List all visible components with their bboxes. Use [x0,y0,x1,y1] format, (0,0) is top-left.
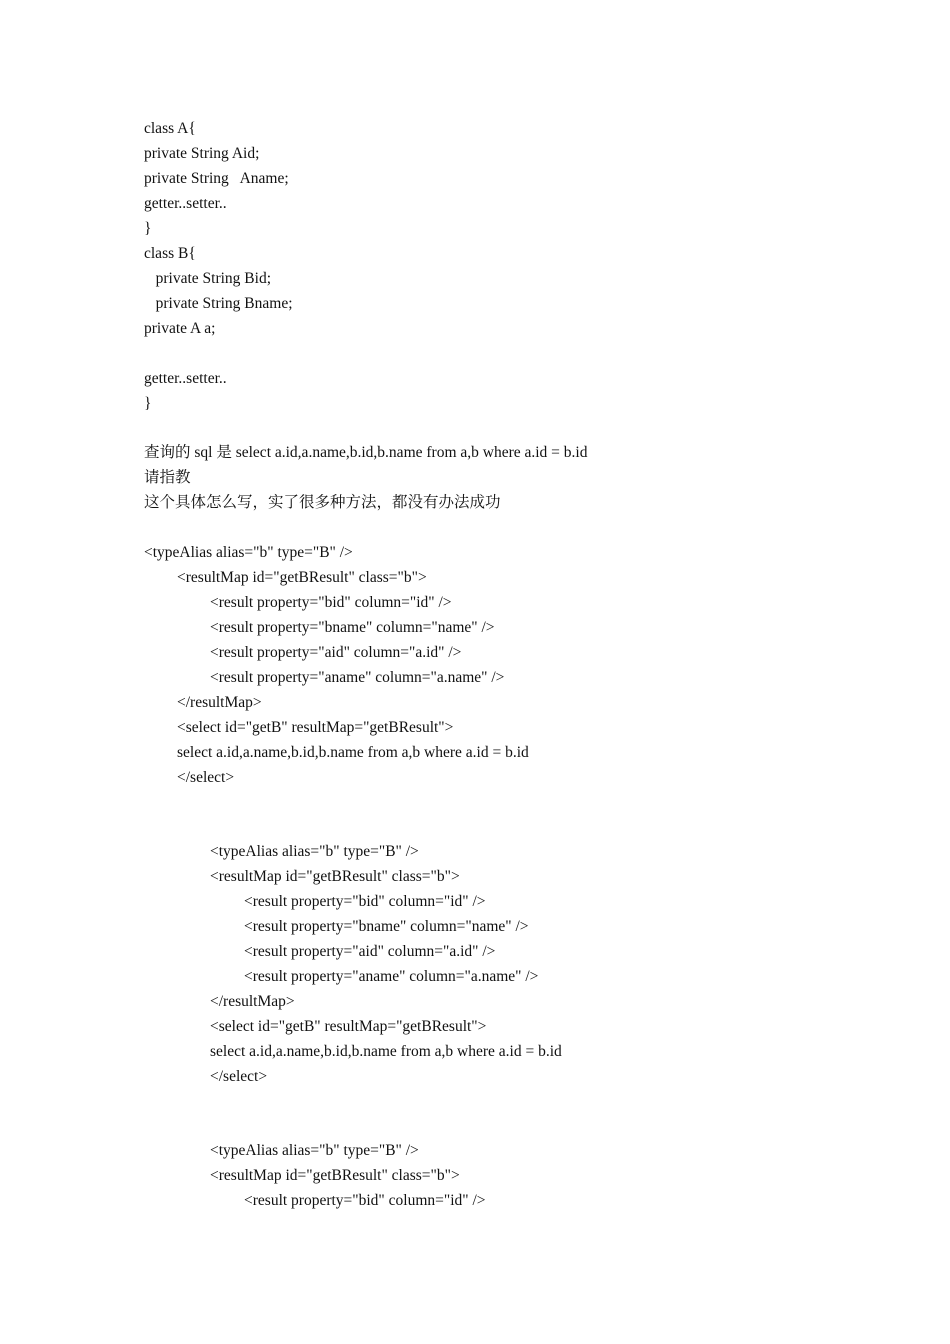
block3-result-bid: <result property="bid" column="id" /> [244,1192,486,1209]
class-b-declaration: class B{ [144,245,196,262]
block1-select-close: </select> [177,769,235,786]
block2-select-open: <select id="getB" resultMap="getBResult"> [210,1018,487,1035]
class-b-accessors: getter..setter.. [144,370,227,387]
block2-result-bid: <result property="bid" column="id" /> [244,893,486,910]
block1-result-map-close: </resultMap> [177,694,262,711]
block1-result-bid: <result property="bid" column="id" /> [210,594,452,611]
block1-type-alias: <typeAlias alias="b" type="B" /> [144,544,353,561]
block2-type-alias: <typeAlias alias="b" type="B" /> [210,843,419,860]
block2-result-map-open: <resultMap id="getBResult" class="b"> [210,868,460,885]
block1-result-aid: <result property="aid" column="a.id" /> [210,644,462,661]
block1-select-sql: select a.id,a.name,b.id,b.name from a,b where a.id = b.id [177,744,529,761]
class-a-field-aname: private String Aname; [144,170,289,187]
block2-result-aid: <result property="aid" column="a.id" /> [244,943,496,960]
class-b-field-bname: private String Bname; [144,295,293,312]
block1-result-bname: <result property="bname" column="name" /> [210,619,495,636]
block3-result-map-open: <resultMap id="getBResult" class="b"> [210,1167,460,1184]
block2-select-close: </select> [210,1068,268,1085]
class-b-close: } [144,395,152,412]
block1-result-map-open: <resultMap id="getBResult" class="b"> [177,569,427,586]
class-a-field-aid: private String Aid; [144,145,260,162]
question-request: 请指教 [144,469,191,486]
class-b-field-a: private A a; [144,320,216,337]
block2-select-sql: select a.id,a.name,b.id,b.name from a,b where a.id = b.id [210,1043,562,1060]
class-a-accessors: getter..setter.. [144,195,227,212]
question-sql: 查询的 sql 是 select a.id,a.name,b.id,b.name from a,b where a.id = b.id [144,444,588,461]
block1-select-open: <select id="getB" resultMap="getBResult"> [177,719,454,736]
class-a-declaration: class A{ [144,120,196,137]
block2-result-aname: <result property="aname" column="a.name" /> [244,968,539,985]
block1-result-aname: <result property="aname" column="a.name" /> [210,669,505,686]
class-a-close: } [144,220,152,237]
block2-result-bname: <result property="bname" column="name" /> [244,918,529,935]
block2-result-map-close: </resultMap> [210,993,295,1010]
block3-type-alias: <typeAlias alias="b" type="B" /> [210,1142,419,1159]
class-b-field-bid: private String Bid; [144,270,272,287]
question-detail: 这个具体怎么写，实了很多种方法，都没有办法成功 [144,494,501,511]
